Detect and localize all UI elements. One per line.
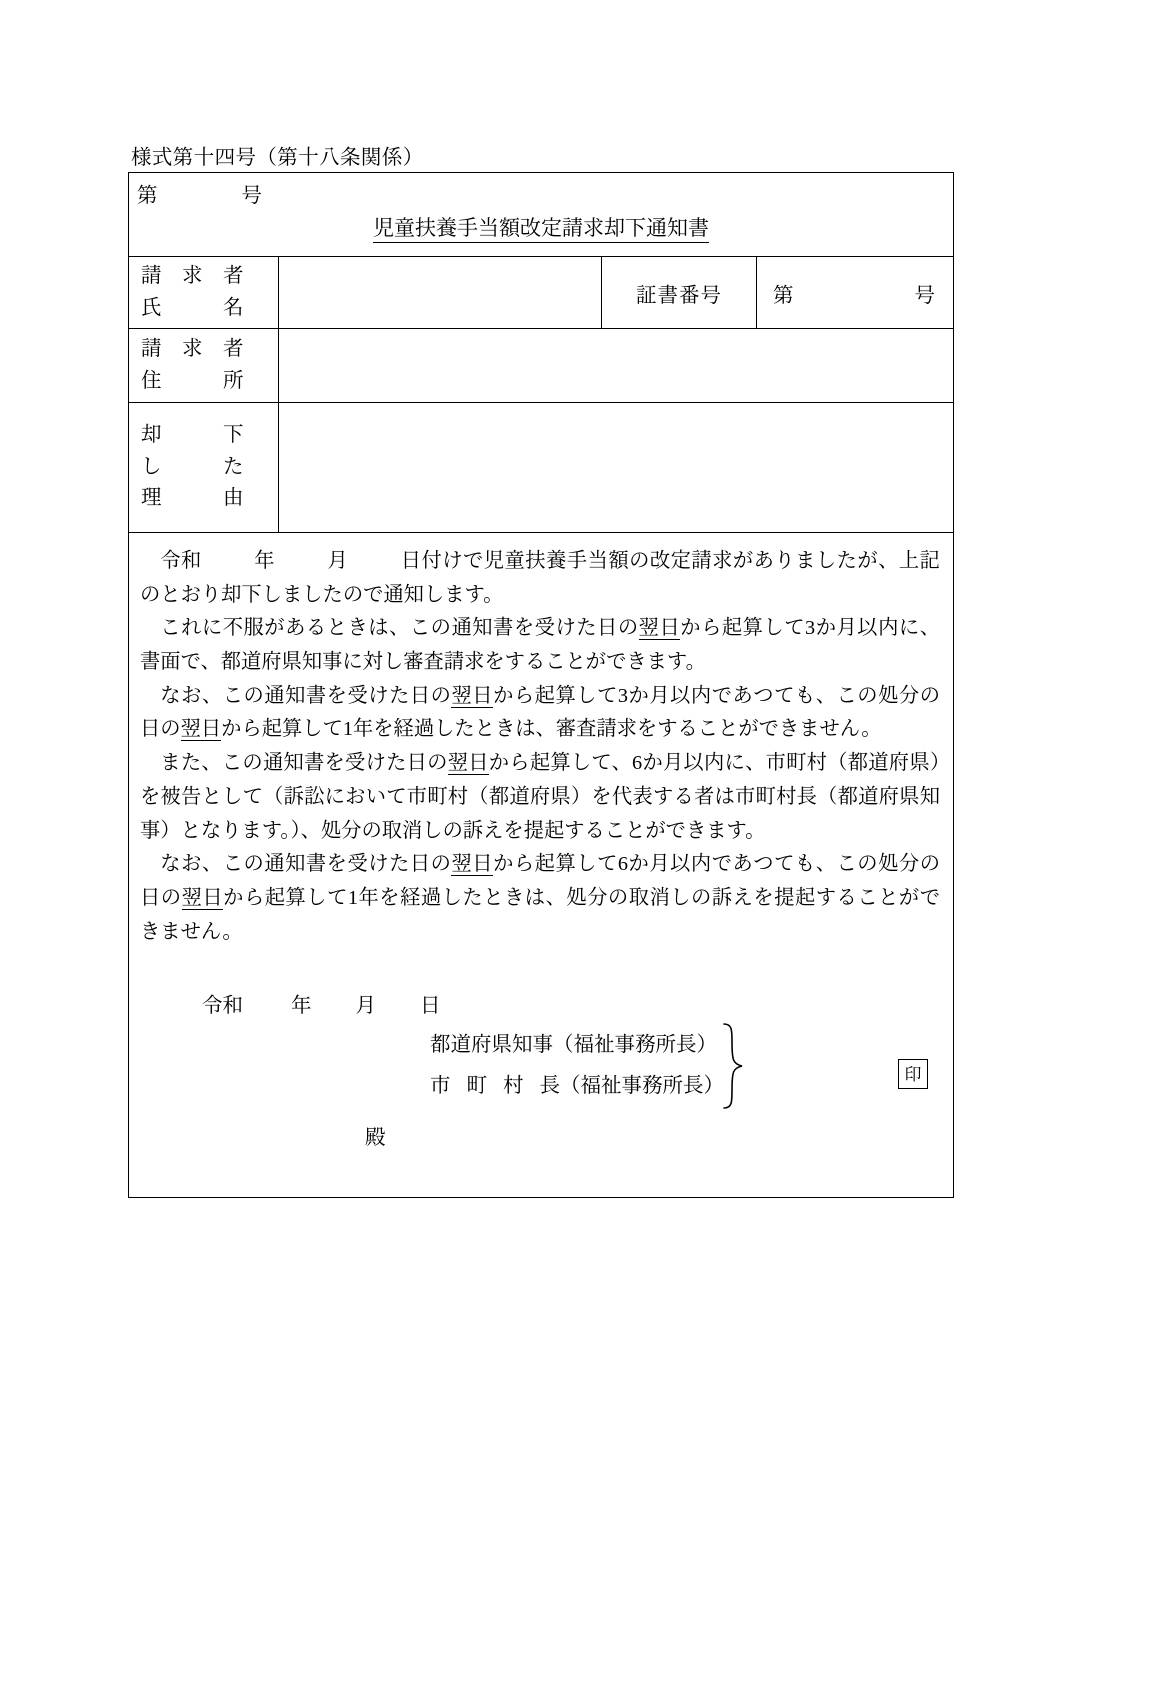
body-p1-text: 日付けで児童扶養手当額の改定請求がありましたが、上記のとおり却下しましたので通知します。 [140,550,940,606]
issue-date-day-unit: 日 [420,995,441,1018]
issuer-municipality-rest: 長（福祉事務所長） [539,1075,724,1098]
body-p5-underline-2: 翌日 [181,886,224,909]
body-p1-year: 年 [253,550,276,572]
addressee-suffix: 殿 [365,1127,386,1150]
page-title-text: 児童扶養手当額改定請求却下通知書 [373,216,709,243]
issue-date-field[interactable] [202,989,441,1023]
claimant-name-label-line2: 氏 名 [141,296,244,319]
body-p4-text-b: から起算して、6か月以内に、市町村（都道府県）を被告として（訴訟において市町村（都道府県）を代表する者は市町村長（都道府県知事）となります。）、処分の取消しの訴えを提起することができます。 [140,752,940,842]
claimant-address-label [129,329,279,402]
claimant-address-input[interactable] [279,329,953,402]
body-p4-text-a: また、この通知書を受けた日の [160,752,448,775]
body-p3-text-b: から起算して3か月以内であつても、この処分の日の [140,684,940,741]
document-number-prefix: 第 [137,185,158,207]
body-paragraph-3 [140,680,940,747]
form-header-band [129,173,953,257]
issuer-municipality-char1: 市 [430,1075,451,1098]
body-p2-text-b: から起算して3か月以内に、書面で、都道府県知事に対し審査請求をすることができます。 [140,617,940,674]
table-row-claimant-address [129,329,953,403]
claimant-name-input[interactable] [279,257,602,328]
issuer-names [430,1025,724,1107]
seal-stamp-box [898,1059,928,1089]
page-title [129,212,953,242]
body-p3-text-c: から起算して1年を経過したときは、審査請求をすることができません。 [221,718,882,741]
issue-date-year-unit: 年 [291,995,312,1018]
claimant-address-label-line1: 請 求 者 [141,337,244,360]
document-number-field[interactable] [137,178,262,208]
body-p2-text-a: これに不服があるときは、この通知書を受けた日の [160,617,639,640]
body-p1-era: 令和 [160,550,202,572]
form-number-header: 様式第十四号（第十八条関係） [131,147,424,169]
issuer-line-municipality [430,1066,724,1107]
form-frame [128,172,954,1198]
body-paragraph-4 [140,747,940,848]
rejection-reason-label-line2: し た [141,455,244,478]
body-p5-text-c: から起算して1年を経過したときは、処分の取消しの訴えを提起することができません。 [140,886,940,943]
rejection-reason-label-line1: 却 下 [141,423,244,446]
body-p5-underline-1: 翌日 [451,853,494,876]
issue-date-month-unit: 月 [355,995,376,1018]
table-row-rejection-reason [129,403,953,533]
claimant-name-label-line1: 請 求 者 [141,264,244,287]
body-p5-text-a: なお、この通知書を受けた日の [160,853,452,876]
body-p3-underline-2: 翌日 [180,718,222,741]
rejection-reason-label [129,403,279,532]
body-p3-text-a: なお、この通知書を受けた日の [160,684,452,707]
curly-brace-icon [720,1022,746,1110]
claimant-address-label-line2: 住 所 [141,369,244,392]
issuer-municipality-char2: 町 [466,1075,487,1098]
certificate-number-prefix: 第 [773,284,794,307]
certificate-number-suffix: 号 [914,284,935,307]
table-row-claimant-name [129,257,953,329]
body-paragraph-1 [140,545,940,612]
body-paragraph-2 [140,612,940,679]
certificate-number-label: 証書番号 [602,257,757,328]
body-p5-text-b: から起算して6か月以内であつても、この処分の日の [140,853,940,909]
seal-label: 印 [904,1064,922,1084]
issuer-line-prefecture: 都道府県知事（福祉事務所長） [430,1034,717,1057]
certificate-number-input[interactable] [757,257,953,328]
signature-area [140,989,940,1179]
document-number-suffix: 号 [241,185,262,207]
body-p2-underline: 翌日 [638,617,681,640]
rejection-reason-input[interactable] [279,403,953,532]
notice-body [129,533,953,1197]
rejection-reason-label-line3: 理 由 [141,487,244,510]
body-paragraph-5 [140,848,940,949]
issue-date-era: 令和 [202,995,243,1018]
body-p1-month: 月 [327,550,349,572]
claimant-name-label [129,257,279,328]
body-p3-underline-1: 翌日 [451,684,494,707]
body-p4-underline: 翌日 [447,752,489,775]
issuer-municipality-char3: 村 [503,1075,524,1098]
